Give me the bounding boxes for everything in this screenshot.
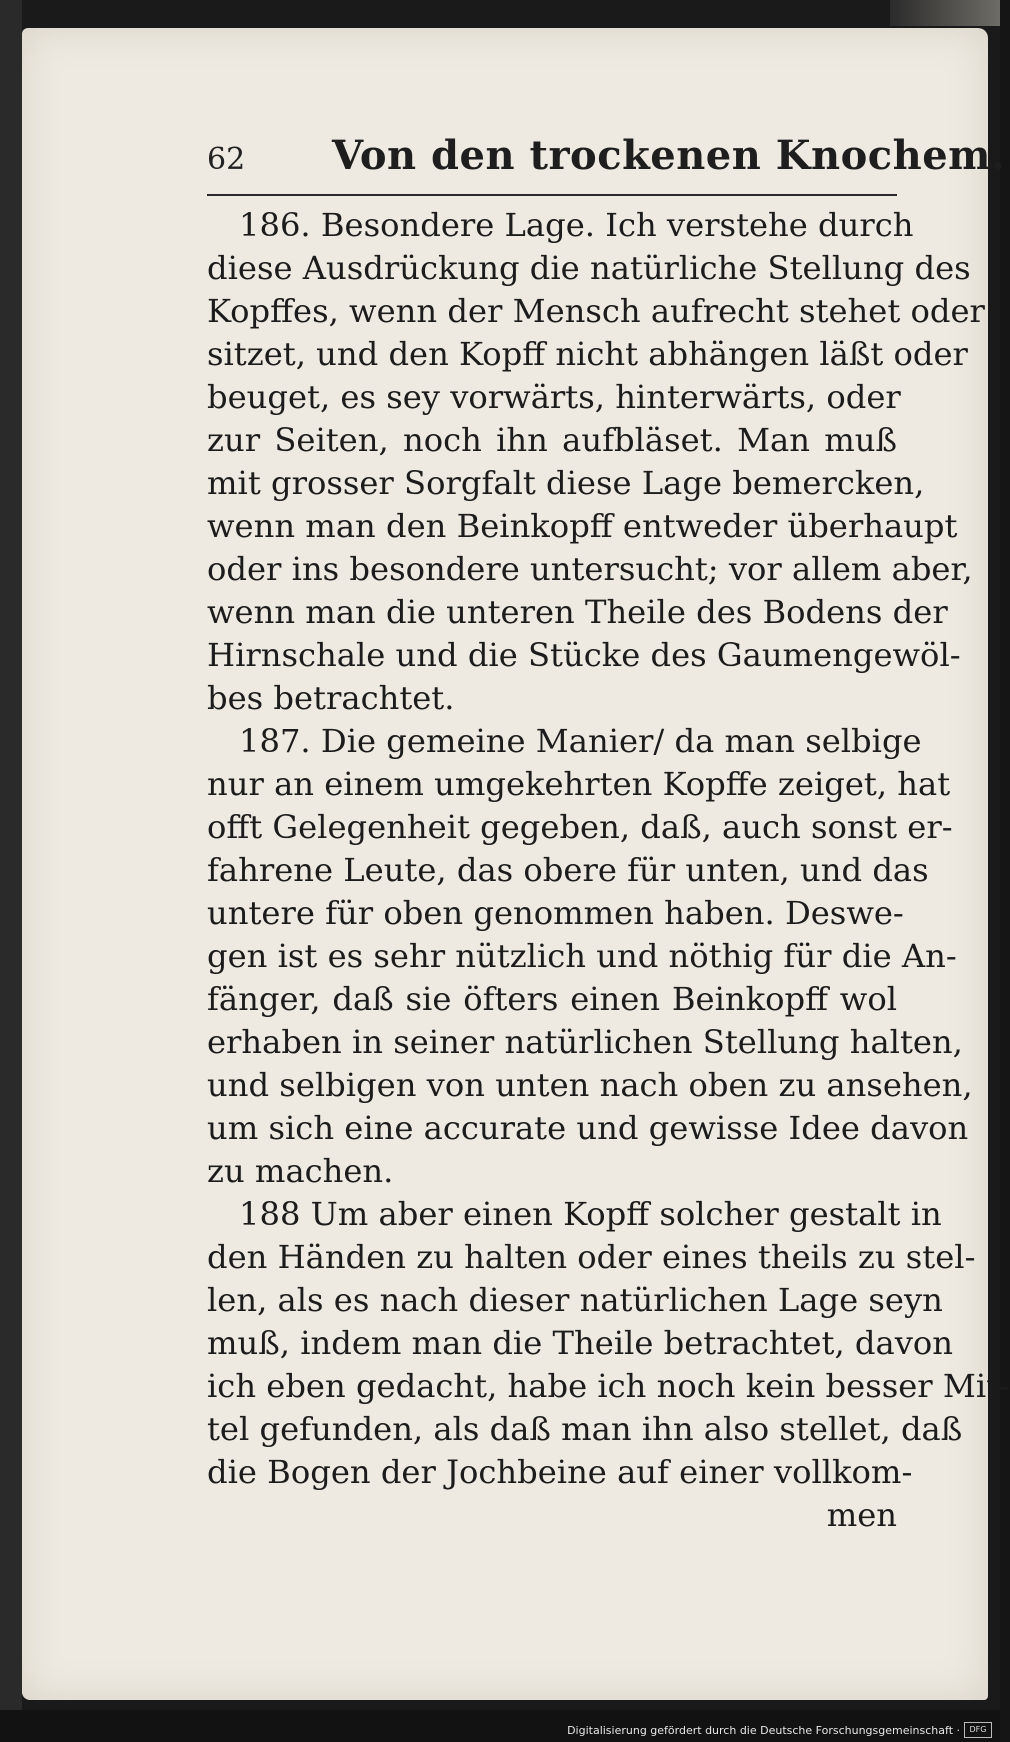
- text-line: um sich eine accurate und gewisse Idee davon: [207, 1109, 969, 1147]
- page-content: [207, 118, 1010, 1537]
- text-line: oder ins besondere untersucht; vor allem aber,: [207, 550, 973, 588]
- dfg-logo: DFG: [964, 1722, 992, 1738]
- header-rule: [207, 194, 897, 196]
- text-line: wenn man die unteren Theile des Bodens der: [207, 593, 948, 631]
- text-line: wenn man den Beinkopff entweder überhaupt: [207, 507, 958, 545]
- book-page: [22, 28, 1010, 1700]
- text-line: sitzet, und den Kopff nicht abhängen läßt oder: [207, 335, 968, 373]
- text-line: tel gefunden, als daß man ihn also stellet, daß: [207, 1410, 963, 1448]
- page-header: [207, 118, 1006, 188]
- text-line: Hirnschale und die Stücke des Gaumengewöl-: [207, 636, 961, 674]
- text-line: bes betrachtet.: [207, 679, 455, 717]
- text-line: fahrene Leute, das obere für unten, und das: [207, 851, 929, 889]
- text-line: len, als es nach dieser natürlichen Lage seyn: [207, 1281, 943, 1319]
- page-number: 62: [207, 142, 246, 177]
- text-line: mit grosser Sorgfalt diese Lage bemercken,: [207, 464, 925, 502]
- text-line: beuget, es sey vorwärts, hinterwärts, oder: [207, 378, 901, 416]
- text-line: gen ist es sehr nützlich und nöthig für die An-: [207, 937, 957, 975]
- scan-corner: [890, 0, 1000, 26]
- text-line: fänger, daß sie öfters einen Beinkopff wol: [207, 980, 897, 1018]
- scan-left-edge: [0, 0, 22, 1742]
- body-text: [207, 204, 1010, 1537]
- text-line: zur Seiten, noch ihn aufbläset. Man muß: [207, 421, 897, 459]
- running-head: Von den trockenen Knochem.: [332, 132, 1006, 179]
- text-line: erhaben in seiner natürlichen Stellung halten,: [207, 1023, 963, 1061]
- text-line: die Bogen der Jochbeine auf einer vollkom-: [207, 1453, 913, 1491]
- text-line: diese Ausdrückung die natürliche Stellung des: [207, 249, 971, 287]
- text-line: 188 Um aber einen Kopff solcher gestalt in: [239, 1195, 942, 1233]
- text-line: den Händen zu halten oder eines theils zu stel-: [207, 1238, 976, 1276]
- text-line: 186. Besondere Lage. Ich verstehe durch: [239, 206, 914, 244]
- footer-credit: Digitalisierung gefördert durch die Deutsche Forschungsgemeinschaft ·: [567, 1724, 960, 1737]
- text-line: und selbigen von unten nach oben zu ansehen,: [207, 1066, 973, 1104]
- text-line: muß, indem man die Theile betrachtet, davon: [207, 1324, 954, 1362]
- catchword: men: [826, 1496, 897, 1534]
- text-line: ich eben gedacht, habe ich noch kein besser Mit-: [207, 1367, 1010, 1405]
- text-line: Kopffes, wenn der Mensch aufrecht stehet oder: [207, 292, 985, 330]
- digitization-footer: [0, 1710, 1000, 1742]
- text-line: zu machen.: [207, 1152, 394, 1190]
- text-line: untere für oben genommen haben. Deswe-: [207, 894, 904, 932]
- text-line: 187. Die gemeine Manier/ da man selbige: [239, 722, 922, 760]
- text-line: offt Gelegenheit gegeben, daß, auch sonst er-: [207, 808, 953, 846]
- text-line: nur an einem umgekehrten Kopffe zeiget, hat: [207, 765, 951, 803]
